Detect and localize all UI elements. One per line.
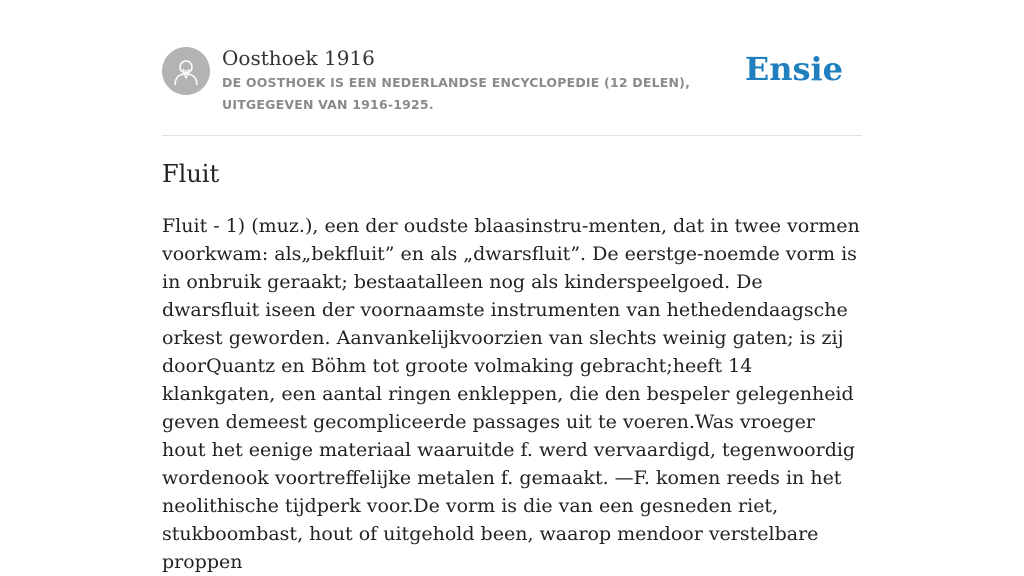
entry-body: Fluit - 1) (muz.), een der oudste blaasinstru-menten, dat in twee vormen voorkwam: als„bekfluit” en als „dwarsfluit”. De eerstge-noemde vorm is in onbruik geraakt; bestaatalleen nog als kinderspeelgoed. De dwarsfluit iseen der voornaamste instrumenten van hethedendaagsche orkest geworden. Aanvankelijkvoorzien van slechts weinig gaten; is zij doorQuantz en Böhm tot groote volmaking gebracht;heeft 14 klankgaten, een aantal ringen enkleppen, die den bespeler gelegenheid geven demeest gecompliceerde passages uit te voeren.Was vroeger hout het eenige materiaal waaruitde f. werd vervaardigd, tegenwoordig wordenook voortreffelijke metalen f. gemaakt. —F. komen reeds in het neolithische tijdperk voor.De vorm is die van een gesneden riet, stukboombast, hout of uitgehold been, waarop mendoor verstelbare proppen bbox=[162, 215, 860, 573]
ensie-logo-link[interactable]: Ensie bbox=[744, 50, 843, 88]
source-header bbox=[162, 0, 862, 136]
source-info bbox=[222, 44, 762, 116]
avatar[interactable] bbox=[162, 47, 210, 95]
user-icon bbox=[171, 56, 201, 86]
page bbox=[162, 0, 862, 573]
entry-title: Fluit bbox=[162, 160, 220, 188]
source-title[interactable]: Oosthoek 1916 bbox=[222, 46, 375, 70]
source-description: DE OOSTHOEK IS EEN NEDERLANDSE ENCYCLOPEDIE (12 DELEN), UITGEGEVEN VAN 1916-1925. bbox=[222, 75, 691, 112]
